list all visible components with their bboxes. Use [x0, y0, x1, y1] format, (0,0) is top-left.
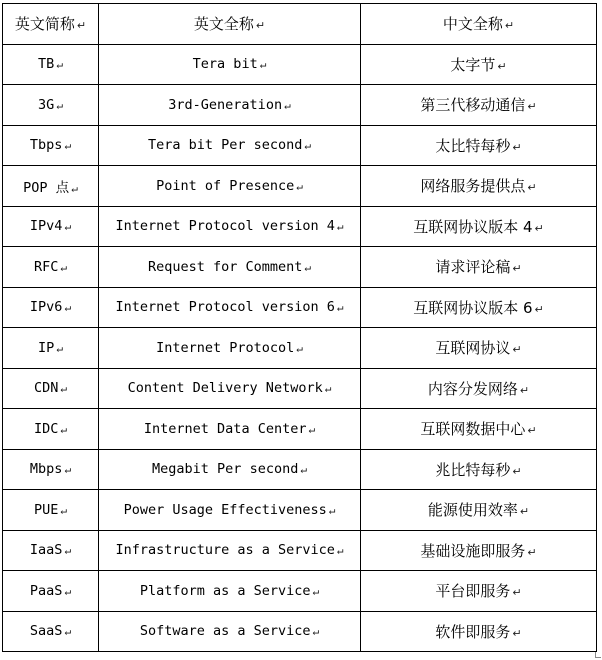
- abbr-cell: [3, 611, 99, 652]
- chinese-name-cell-text: 平台即服务: [435, 582, 511, 601]
- paragraph-mark-icon: ↵: [527, 181, 537, 195]
- chinese-name-cell-text: 请求评论稿: [435, 258, 511, 277]
- full-name-cell-text: Tera bit: [192, 56, 258, 73]
- table-row: [3, 44, 597, 85]
- paragraph-mark-icon: ↵: [512, 262, 522, 276]
- full-name-cell-text: Tera bit Per second: [147, 137, 303, 154]
- paragraph-mark-icon: ↵: [336, 544, 344, 558]
- chinese-name-cell: [361, 206, 597, 247]
- chinese-name-cell: [361, 368, 597, 409]
- full-name-cell: [99, 328, 361, 369]
- full-name-cell-text: Internet Protocol: [156, 339, 295, 356]
- paragraph-mark-icon: ↵: [259, 58, 267, 72]
- table-row: [3, 409, 597, 450]
- paragraph-mark-icon: ↵: [60, 503, 67, 517]
- table-row: [3, 85, 597, 126]
- paragraph-mark-icon: ↵: [255, 19, 266, 33]
- full-name-cell-text: Internet Protocol version 4: [115, 218, 335, 235]
- full-name-cell: [99, 611, 361, 652]
- full-name-cell: [99, 44, 361, 85]
- abbr-cell: [3, 287, 99, 328]
- paragraph-mark-icon: ↵: [312, 584, 320, 598]
- chinese-name-cell-text: 太比特每秒: [435, 136, 511, 155]
- chinese-name-cell: [361, 409, 597, 450]
- abbr-cell-text: POP 点: [23, 179, 70, 196]
- abbr-cell-text: IPv4: [29, 218, 63, 235]
- full-name-cell-text: Content Delivery Network: [127, 380, 323, 397]
- table-body: [3, 44, 597, 652]
- abbr-cell-text: PaaS: [29, 582, 63, 599]
- full-name-cell: [99, 409, 361, 450]
- full-name-cell: [99, 206, 361, 247]
- header-full-text: 英文全称: [193, 15, 254, 34]
- abbr-cell-text: Tbps: [29, 137, 63, 154]
- chinese-name-cell-text: 网络服务提供点: [420, 177, 526, 196]
- chinese-name-cell: [361, 490, 597, 531]
- paragraph-mark-icon: ↵: [64, 584, 72, 598]
- table-row: [3, 125, 597, 166]
- header-zh: [361, 4, 597, 45]
- paragraph-mark-icon: ↵: [519, 505, 530, 519]
- abbr-cell-text: RFC: [33, 258, 59, 275]
- full-name-cell-text: Power Usage Effectiveness: [123, 501, 327, 518]
- paragraph-mark-icon: ↵: [76, 19, 87, 33]
- paragraph-mark-icon: ↵: [324, 382, 332, 396]
- table-row: [3, 287, 597, 328]
- abbr-cell-text: Mbps: [29, 461, 63, 478]
- abbr-cell-text: IaaS: [29, 542, 63, 559]
- full-name-cell-text: Megabit Per second: [152, 461, 299, 478]
- abbr-cell-text: IP: [38, 339, 55, 356]
- chinese-name-cell-text: 互联网协议: [435, 339, 511, 358]
- table-row: [3, 611, 597, 652]
- full-name-cell: [99, 530, 361, 571]
- table-row: [3, 530, 597, 571]
- paragraph-mark-icon: ↵: [60, 382, 67, 396]
- chinese-name-cell-text: 互联网协议版本 4: [413, 217, 533, 236]
- paragraph-mark-icon: ↵: [56, 341, 63, 355]
- paragraph-mark-icon: ↵: [64, 139, 72, 153]
- chinese-name-cell-text: 能源使用效率: [427, 501, 518, 520]
- chinese-name-cell: [361, 247, 597, 288]
- chinese-name-cell-text: 兆比特每秒: [435, 460, 511, 479]
- paragraph-mark-icon: ↵: [534, 302, 544, 316]
- full-name-cell: [99, 166, 361, 207]
- paragraph-mark-icon: ↵: [64, 220, 72, 234]
- paragraph-mark-icon: ↵: [296, 341, 303, 355]
- abbr-cell: [3, 368, 99, 409]
- abbr-cell: [3, 247, 99, 288]
- paragraph-mark-icon: ↵: [304, 260, 312, 274]
- paragraph-mark-icon: ↵: [308, 422, 316, 436]
- full-name-cell-text: Infrastructure as a Service: [115, 542, 335, 559]
- paragraph-mark-icon: ↵: [512, 626, 522, 640]
- table-row: [3, 449, 597, 490]
- chinese-name-cell: [361, 287, 597, 328]
- paragraph-mark-icon: ↵: [300, 463, 307, 477]
- abbr-cell: [3, 530, 99, 571]
- full-name-cell: [99, 125, 361, 166]
- abbr-cell-text: 3G: [38, 96, 55, 113]
- paragraph-mark-icon: ↵: [512, 586, 522, 600]
- corner-mark-icon: [595, 652, 601, 658]
- table-row: [3, 490, 597, 531]
- chinese-name-cell: [361, 166, 597, 207]
- paragraph-mark-icon: ↵: [64, 544, 72, 558]
- chinese-name-cell: [361, 611, 597, 652]
- paragraph-mark-icon: ↵: [296, 179, 303, 193]
- paragraph-mark-icon: ↵: [336, 301, 344, 315]
- paragraph-mark-icon: ↵: [497, 59, 507, 73]
- full-name-cell-text: Internet Data Center: [143, 420, 307, 437]
- abbr-cell-text: TB: [38, 56, 55, 73]
- chinese-name-cell-text: 软件即服务: [435, 622, 511, 641]
- chinese-name-cell-text: 互联网协议版本 6: [413, 298, 533, 317]
- paragraph-mark-icon: ↵: [64, 625, 72, 639]
- abbr-cell: [3, 125, 99, 166]
- chinese-name-cell-text: 互联网数据中心: [420, 420, 526, 439]
- chinese-name-cell: [361, 85, 597, 126]
- chinese-name-cell: [361, 44, 597, 85]
- paragraph-mark-icon: ↵: [527, 424, 537, 438]
- paragraph-mark-icon: ↵: [504, 19, 515, 33]
- chinese-name-cell-text: 基础设施即服务: [420, 541, 526, 560]
- header-row: [3, 4, 597, 45]
- full-name-cell: [99, 449, 361, 490]
- paragraph-mark-icon: ↵: [527, 545, 537, 559]
- paragraph-mark-icon: ↵: [60, 422, 67, 436]
- header-zh-text: 中文全称: [442, 15, 503, 34]
- full-name-cell: [99, 571, 361, 612]
- chinese-name-cell: [361, 125, 597, 166]
- full-name-cell-text: Point of Presence: [156, 177, 295, 194]
- abbr-cell: [3, 328, 99, 369]
- table-row: [3, 247, 597, 288]
- full-name-cell-text: Request for Comment: [147, 258, 303, 275]
- paragraph-mark-icon: ↵: [312, 625, 320, 639]
- paragraph-mark-icon: ↵: [328, 503, 336, 517]
- abbr-cell: [3, 44, 99, 85]
- full-name-cell-text: Internet Protocol version 6: [115, 299, 335, 316]
- chinese-name-cell-text: 太字节: [450, 55, 496, 74]
- paragraph-mark-icon: ↵: [527, 100, 537, 114]
- paragraph-mark-icon: ↵: [512, 343, 522, 357]
- paragraph-mark-icon: ↵: [519, 383, 530, 397]
- header-abbr: [3, 4, 99, 45]
- full-name-cell: [99, 85, 361, 126]
- abbr-cell: [3, 571, 99, 612]
- table-row: [3, 328, 597, 369]
- paragraph-mark-icon: ↵: [534, 221, 544, 235]
- chinese-name-cell: [361, 530, 597, 571]
- paragraph-mark-icon: ↵: [512, 464, 522, 478]
- abbr-cell: [3, 490, 99, 531]
- abbr-cell-text: CDN: [33, 380, 59, 397]
- chinese-name-cell: [361, 449, 597, 490]
- full-name-cell: [99, 368, 361, 409]
- abbr-cell: [3, 85, 99, 126]
- paragraph-mark-icon: ↵: [64, 301, 72, 315]
- chinese-name-cell-text: 第三代移动通信: [420, 96, 526, 115]
- paragraph-mark-icon: ↵: [284, 98, 291, 112]
- table-row: [3, 166, 597, 207]
- paragraph-mark-icon: ↵: [56, 98, 63, 112]
- table-row: [3, 368, 597, 409]
- chinese-name-cell: [361, 328, 597, 369]
- chinese-name-cell-text: 内容分发网络: [427, 379, 518, 398]
- glossary-table: [2, 3, 597, 652]
- full-name-cell-text: 3rd-Generation: [168, 96, 283, 113]
- full-name-cell-text: Software as a Service: [139, 623, 311, 640]
- abbr-cell: [3, 409, 99, 450]
- abbr-cell-text: SaaS: [29, 623, 63, 640]
- table-header: [3, 4, 597, 45]
- full-name-cell: [99, 287, 361, 328]
- header-full: [99, 4, 361, 45]
- full-name-cell-text: Platform as a Service: [139, 582, 311, 599]
- abbr-cell: [3, 206, 99, 247]
- paragraph-mark-icon: ↵: [56, 58, 63, 72]
- abbr-cell: [3, 449, 99, 490]
- paragraph-mark-icon: ↵: [336, 220, 344, 234]
- paragraph-mark-icon: ↵: [64, 463, 72, 477]
- abbr-cell-text: PUE: [33, 501, 59, 518]
- abbr-cell: [3, 166, 99, 207]
- paragraph-mark-icon: ↵: [71, 181, 78, 195]
- abbr-cell-text: IDC: [33, 420, 59, 437]
- paragraph-mark-icon: ↵: [304, 139, 312, 153]
- chinese-name-cell: [361, 571, 597, 612]
- table-row: [3, 206, 597, 247]
- table-row: [3, 571, 597, 612]
- paragraph-mark-icon: ↵: [512, 140, 522, 154]
- abbr-cell-text: IPv6: [29, 299, 63, 316]
- header-abbr-text: 英文简称: [14, 15, 75, 34]
- full-name-cell: [99, 490, 361, 531]
- paragraph-mark-icon: ↵: [60, 260, 67, 274]
- full-name-cell: [99, 247, 361, 288]
